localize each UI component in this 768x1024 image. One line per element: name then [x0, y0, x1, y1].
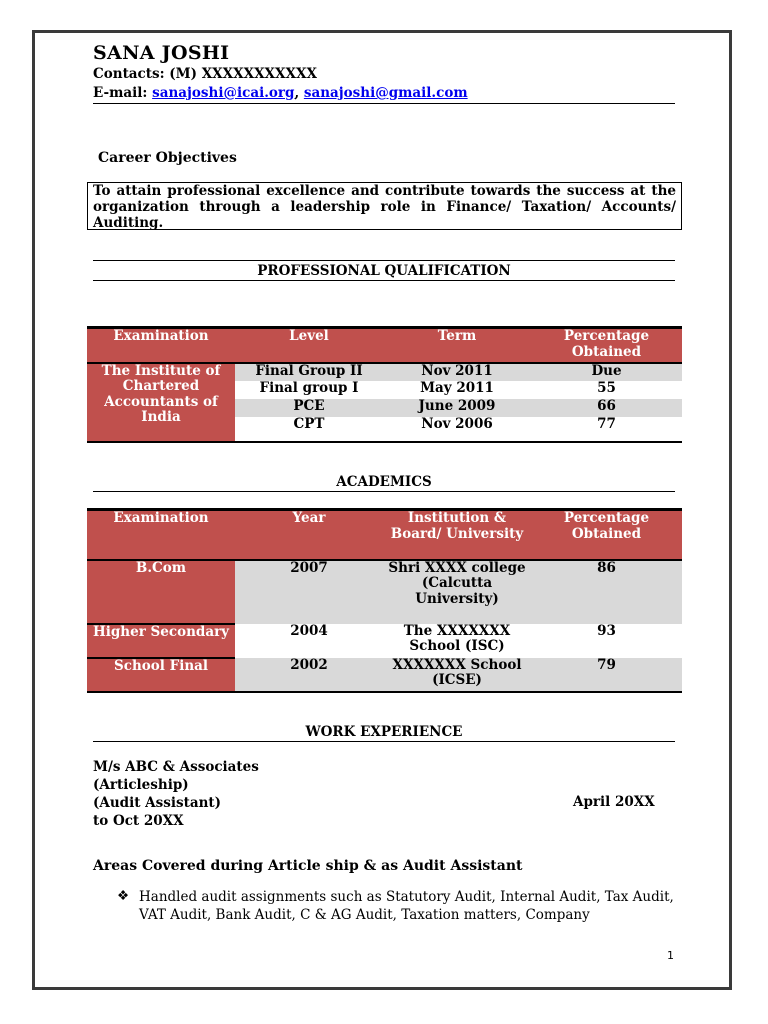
pq-institute-cell: The Institute of Chartered Accountants of India — [87, 363, 235, 442]
email-link-icai[interactable]: sanajoshi@icai.org — [152, 85, 295, 101]
pq-term: May 2011 — [420, 379, 494, 396]
work-rule — [93, 741, 675, 742]
ac-percentage: 93 — [597, 622, 616, 639]
email-link-gmail[interactable]: sanajoshi@gmail.com — [303, 85, 468, 101]
ac-institution: Shri XXXX college (Calcutta University) — [383, 560, 531, 624]
pq-header-percentage: Percentage Obtained — [531, 328, 682, 363]
ac-year: 2007 — [235, 560, 383, 624]
ac-header-year: Year — [235, 510, 383, 560]
ac-percentage: 79 — [531, 658, 682, 692]
bullet-item: Handled audit assignments such as Statutory Audit, Internal Audit, Tax Audit, VAT Audit, Bank Audit, C & AG Audit, Taxation matters, Company — [139, 889, 674, 923]
pq-term: June 2009 — [383, 399, 531, 417]
candidate-name: SANA JOSHI — [93, 42, 230, 64]
job-start-date: April 20XX — [573, 794, 655, 810]
ac-institution: XXXXXXX School (ICSE) — [383, 658, 531, 692]
job-entry — [93, 758, 259, 830]
ac-exam: B.Com — [87, 560, 235, 624]
professional-qualification-title: PROFESSIONAL QUALIFICATION — [257, 263, 511, 279]
pq-percentage: 77 — [597, 415, 616, 432]
ac-institution: The XXXXXXX School (ISC) — [403, 622, 511, 654]
pq-top-rule — [93, 260, 675, 261]
ac-header-institution: Institution & Board/ University — [383, 510, 531, 560]
job-role-audit-assistant: (Audit Assistant) — [93, 795, 222, 811]
company-name: M/s ABC & Associates — [93, 759, 259, 775]
table-row — [87, 658, 682, 692]
ac-exam: School Final — [87, 658, 235, 692]
job-end-date: to Oct 20XX — [93, 813, 184, 829]
contact-number: Contacts: (M) XXXXXXXXXXX — [93, 66, 317, 82]
professional-qualification-table — [87, 326, 682, 443]
academics-rule — [93, 491, 675, 492]
pq-percentage: 55 — [597, 379, 616, 396]
ac-header-examination: Examination — [87, 510, 235, 560]
email-label: E-mail: — [93, 85, 153, 101]
pq-percentage: Due — [531, 363, 682, 381]
ac-exam: Higher Secondary — [87, 624, 235, 658]
pq-level: CPT — [293, 415, 325, 432]
email-separator: , — [294, 85, 304, 101]
ac-percentage: 86 — [531, 560, 682, 624]
header-divider — [93, 103, 675, 104]
academics-table — [87, 508, 682, 693]
career-objectives-heading: Career Objectives — [98, 150, 237, 166]
table-row — [87, 363, 682, 381]
ac-year: 2002 — [235, 658, 383, 692]
pq-header-examination: Examination — [87, 328, 235, 363]
pq-level: Final Group II — [235, 363, 383, 381]
diamond-bullet-icon: ❖ — [117, 888, 130, 904]
table-row — [87, 624, 682, 658]
pq-bottom-rule — [93, 280, 675, 281]
ac-header-percentage: Percentage Obtained — [531, 510, 682, 560]
academics-title: ACADEMICS — [336, 474, 432, 490]
pq-header-level: Level — [235, 328, 383, 363]
table-row — [87, 560, 682, 624]
pq-term: Nov 2006 — [421, 415, 493, 432]
page-number: 1 — [667, 949, 674, 962]
email-line — [93, 85, 468, 101]
pq-level: Final group I — [259, 379, 359, 396]
ac-year: 2004 — [290, 622, 328, 639]
pq-term: Nov 2011 — [383, 363, 531, 381]
work-experience-title: WORK EXPERIENCE — [305, 724, 463, 740]
pq-level: PCE — [235, 399, 383, 417]
pq-percentage: 66 — [531, 399, 682, 417]
pq-header-row — [87, 328, 682, 363]
areas-covered-heading: Areas Covered during Article ship & as Audit Assistant — [93, 858, 523, 874]
ac-header-row — [87, 510, 682, 560]
job-role-articleship: (Articleship) — [93, 777, 189, 793]
pq-header-term: Term — [383, 328, 531, 363]
career-objective-text: To attain professional excellence and contribute towards the success at the organization through a leadership role in Finance/ Taxation/ Accounts/ Auditing. — [87, 182, 682, 230]
